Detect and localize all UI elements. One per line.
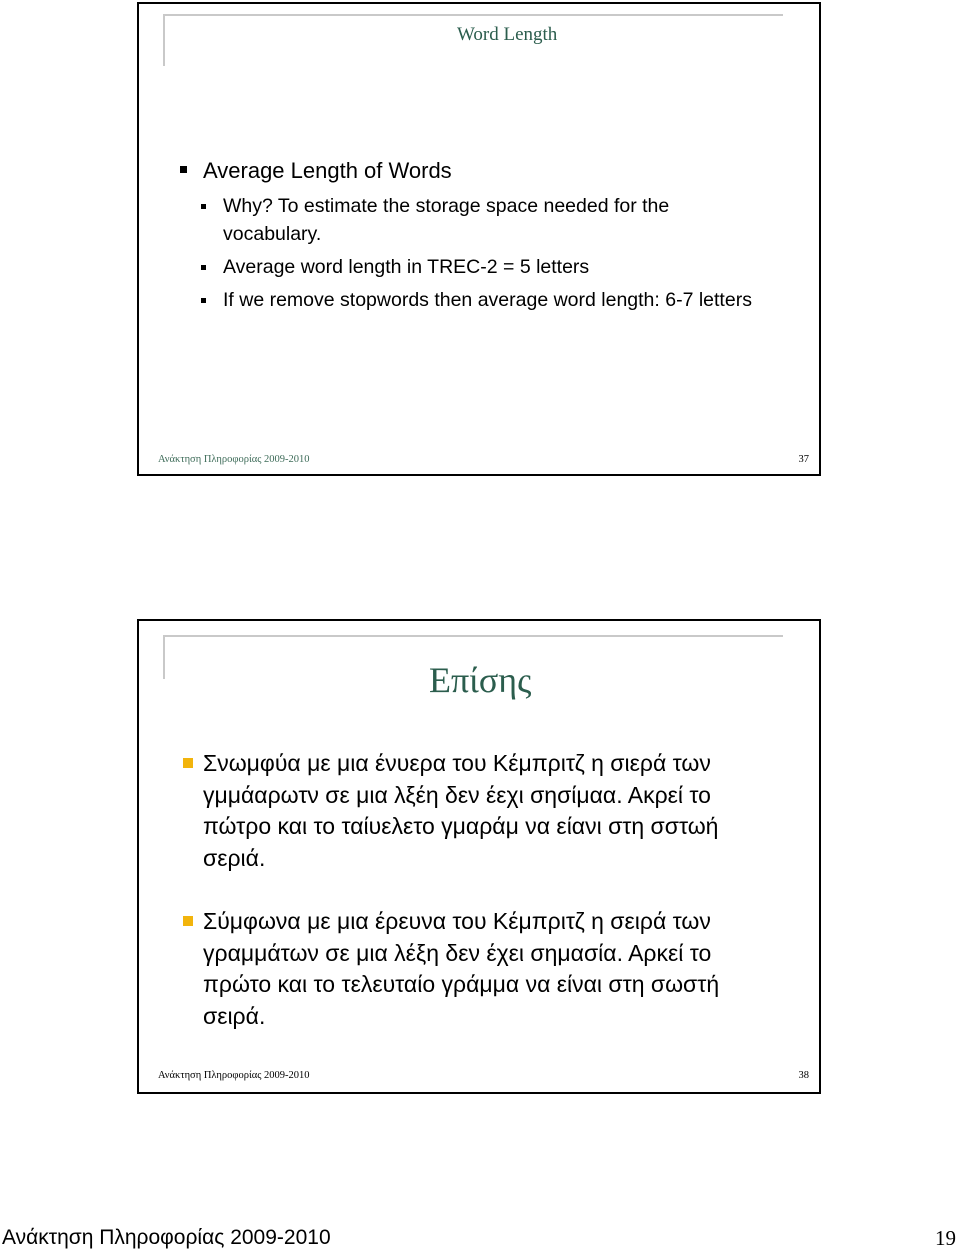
square-bullet-icon	[183, 758, 193, 768]
bullet-text: Average Length of Words	[203, 158, 452, 183]
square-bullet-icon	[183, 916, 193, 926]
square-bullet-icon	[201, 298, 206, 303]
slide-page-number: 37	[798, 454, 809, 465]
slide-page-number: 38	[798, 1070, 809, 1081]
slide-decoration-vertical	[163, 14, 165, 66]
slide-title: Word Length	[457, 24, 558, 45]
sub-bullet-text: Why? To estimate the storage space needed for the vocabulary.	[223, 195, 670, 245]
slide-decoration-horizontal	[163, 635, 783, 637]
slide-38	[137, 619, 821, 1094]
bullet-item	[179, 748, 779, 874]
slide-37	[137, 2, 821, 476]
slide-decoration-horizontal	[163, 14, 783, 16]
sub-bullet-item	[201, 253, 761, 281]
bullet-text: Σνωμφύα με μια ένυερα του Κέμπριτζ η σιερά των γμμάαρωτν σε μια λξέη δεν έεχι σησίμαα. Ακρεί το πώτρο και το ταίυελετο γμαράμ να είανι στη σστωή σεριά.	[203, 750, 719, 871]
page-number: 19	[935, 1226, 956, 1250]
sub-bullet-text: If we remove stopwords then average word length: 6-7 letters	[223, 289, 752, 311]
slide-footer-text: Ανάκτηση Πληροφορίας 2009-2010	[158, 1070, 310, 1081]
square-bullet-icon	[201, 265, 206, 270]
square-bullet-icon	[180, 166, 187, 173]
sub-bullet-text: Average word length in TREC-2 = 5 letters	[223, 256, 590, 278]
slide-title: Επίσης	[429, 660, 532, 700]
sub-bullet-item	[201, 286, 761, 314]
bullet-item	[179, 906, 779, 1032]
bullet-text: Σύμφωνα με μια έρευνα του Κέμπριτζ η σειρά των γραμμάτων σε μια λέξη δεν έχει σημασία. Αρκεί το πρώτο και το τελευταίο γράμμα να είναι στη σωστή σειρά.	[203, 908, 720, 1029]
slide-decoration-vertical	[163, 635, 165, 679]
page-footer-text: Ανάκτηση Πληροφορίας 2009-2010	[2, 1226, 331, 1249]
slide-footer-text: Ανάκτηση Πληροφορίας 2009-2010	[158, 454, 310, 465]
square-bullet-icon	[201, 204, 206, 209]
sub-bullet-item	[201, 192, 761, 248]
